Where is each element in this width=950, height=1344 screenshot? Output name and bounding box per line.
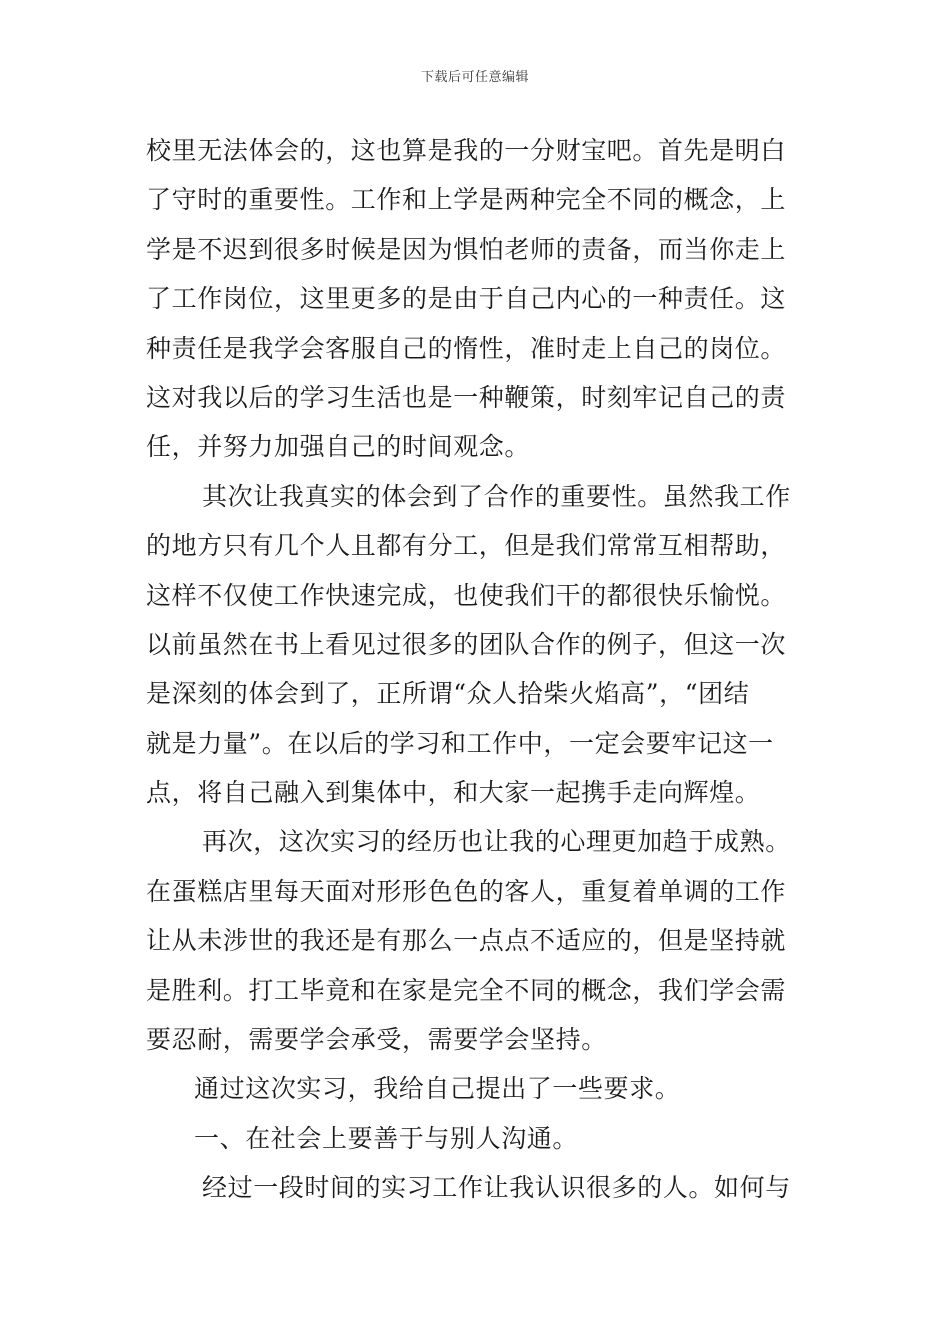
text-line: 是胜利。打工毕竟和在家是完全不同的概念，我们学会需 [146, 975, 787, 1005]
text-line: 了工作岗位，这里更多的是由于自己内心的一种责任。这 [146, 284, 787, 314]
text-line: 的地方只有几个人且都有分工，但是我们常常互相帮助， [146, 531, 787, 561]
text-line: 了守时的重要性。工作和上学是两种完全不同的概念，上 [146, 185, 787, 215]
text-line: 任，并努力加强自己的时间观念。 [146, 432, 531, 462]
text-line: 校里无法体会的，这也算是我的一分财宝吧。首先是明白 [146, 136, 787, 165]
text-line: 这对我以后的学习生活也是一种鞭策，时刻牢记自己的责 [146, 382, 787, 412]
text-line: 是深刻的体会到了，正所谓“众人拾柴火焰高”，“团结 [146, 679, 750, 709]
paragraph-start-line: 通过这次实习，我给自己提出了一些要求。 [194, 1074, 681, 1104]
text-line: 以前虽然在书上看见过很多的团队合作的例子，但这一次 [146, 629, 787, 659]
text-line: 让从未涉世的我还是有那么一点点不适应的，但是坚持就 [146, 926, 787, 956]
text-line: 要忍耐，需要学会承受，需要学会坚持。 [146, 1025, 607, 1055]
document-body [146, 126, 811, 1213]
text-line: 在蛋糕店里每天面对形形色色的客人，重复着单调的工作 [146, 876, 787, 906]
text-line: 点，将自己融入到集体中，和大家一起携手走向辉煌。 [146, 778, 761, 808]
paragraph-start-line: 其次让我真实的体会到了合作的重要性。虽然我工作 [202, 481, 791, 511]
paragraph-start-line: 经过一段时间的实习工作让我认识很多的人。如何与 [202, 1173, 791, 1203]
page-header: 下载后可任意编辑 [420, 70, 529, 85]
text-line: 这样不仅使工作快速完成，也使我们干的都很快乐愉悦。 [146, 580, 787, 610]
text-line: 学是不迟到很多时候是因为惧怕老师的责备，而当你走上 [146, 234, 787, 264]
section-heading: 一、在社会上要善于与别人沟通。 [194, 1123, 579, 1153]
paragraph-start-line: 再次，这次实习的经历也让我的心理更加趋于成熟。 [202, 827, 791, 857]
text-line: 就是力量”。在以后的学习和工作中，一定会要牢记这一 [146, 728, 774, 758]
text-line: 种责任是我学会客服自己的惰性，准时走上自己的岗位。 [146, 333, 787, 363]
